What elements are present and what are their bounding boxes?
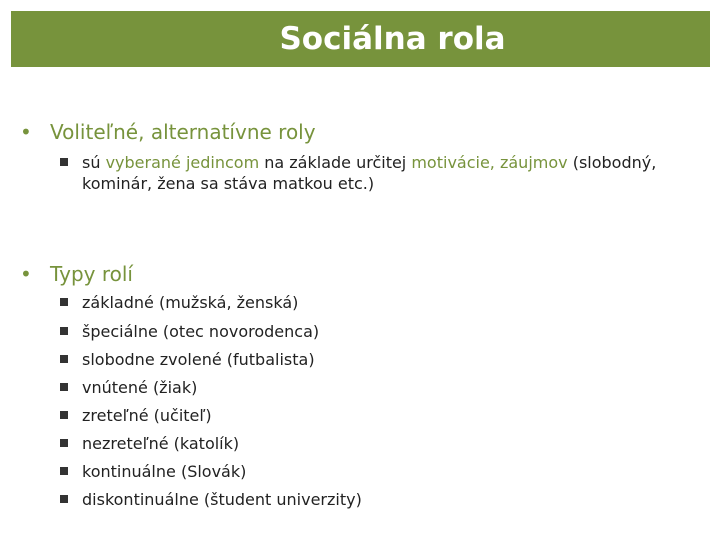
list-item-text: kontinuálne (Slovák) (82, 462, 247, 481)
slide-title: Sociálna rola (279, 21, 506, 57)
list-item (60, 377, 682, 398)
list-item (60, 433, 682, 454)
square-bullet-icon (60, 439, 68, 447)
square-bullet-icon (60, 383, 68, 391)
list-item-text: špeciálne (otec novorodenca) (82, 322, 320, 341)
square-bullet-icon (60, 467, 68, 475)
list-item (60, 461, 682, 482)
list-item-text: sú vyberané jedincom na základe určitej motivácie, záujmov (slobodný, kominár, žena sa stáva matkou etc.) (82, 153, 657, 193)
list-item (60, 489, 682, 510)
list-item (60, 292, 682, 313)
section-heading-typy-roli (20, 262, 133, 286)
square-bullet-icon (60, 327, 68, 335)
square-bullet-icon (60, 411, 68, 419)
list-item-text: diskontinuálne (študent univerzity) (82, 490, 362, 509)
list-item-text: vnútené (žiak) (82, 378, 198, 397)
list-item-text: nezreteľné (katolík) (82, 434, 240, 453)
bullet-icon: • (20, 120, 32, 144)
list-item (60, 152, 682, 194)
list-item-text: slobodne zvolené (futbalista) (82, 350, 315, 369)
bullet-icon: • (20, 262, 32, 286)
square-bullet-icon (60, 298, 68, 306)
list-item (60, 405, 682, 426)
list-item (60, 349, 682, 370)
section-heading-voliteLne (20, 120, 316, 144)
list-item-text: zreteľné (učiteľ) (82, 406, 212, 425)
title-bar (11, 11, 710, 67)
square-bullet-icon (60, 355, 68, 363)
section-heading-label: Voliteľné, alternatívne roly (50, 120, 316, 144)
list-item (60, 321, 682, 342)
list-item-text: základné (mužská, ženská) (82, 293, 299, 312)
square-bullet-icon (60, 495, 68, 503)
square-bullet-icon (60, 158, 68, 166)
section-heading-label: Typy rolí (50, 262, 133, 286)
